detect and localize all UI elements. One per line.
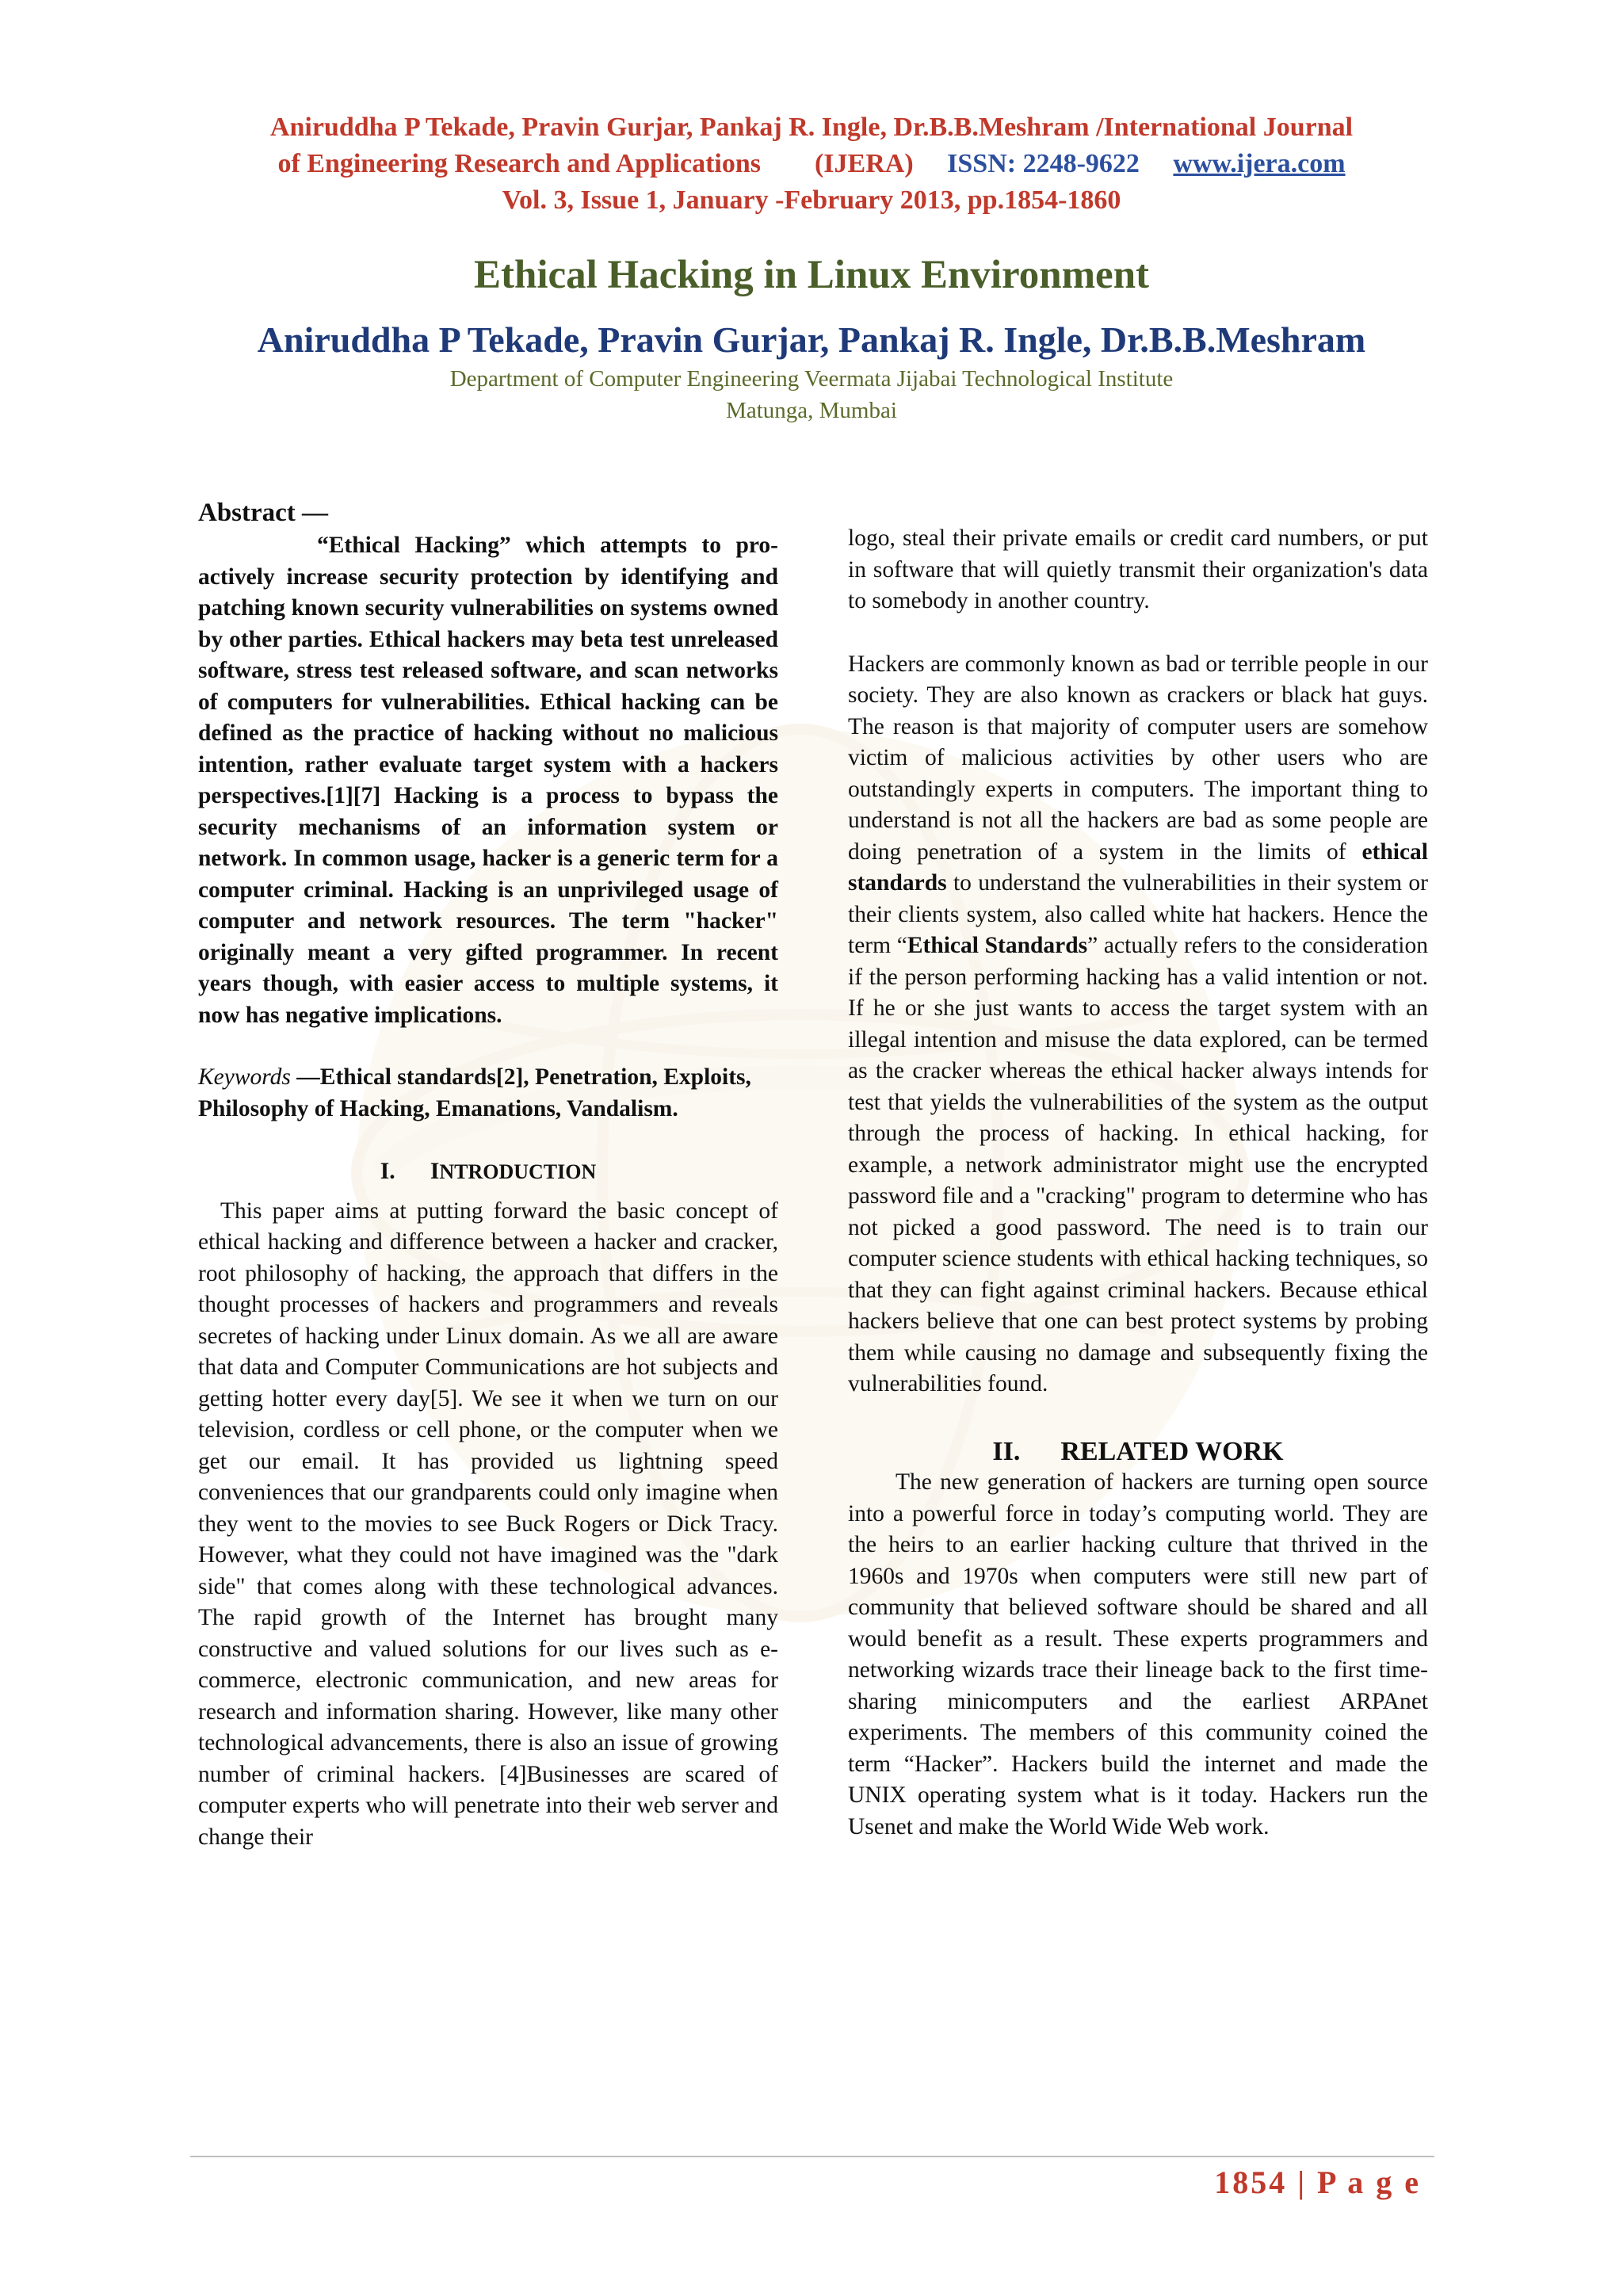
affiliation-line-2: Matunga, Mumbai (726, 398, 897, 423)
page-number: 1854 | P a g e (1214, 2164, 1421, 2200)
ethical-standards-bold: ethical standards (848, 839, 1428, 896)
header-journal-name: of Engineering Research and Applications (277, 149, 761, 178)
abstract-heading: Abstract — (198, 499, 329, 527)
header-url-link[interactable]: www.ijera.com (1173, 149, 1346, 178)
abstract-body: “Ethical Hacking” which attempts to pro-actively increase security protection by identifying and patching known security vulnerabilities on systems owned by other parties. Ethical hackers may beta test unreleased software, stress test released software, and scan networks of computers for vulnerabilities. Ethical hacking can be defined as the practice of hacking without no malicious intention, rather evaluate target system with a hackers perspectives.[1][7] Hacking is a process to bypass the security mechanisms of an information system or network. In common usage, hacker is a generic term for a computer criminal. Hacking is an unprivileged usage of computer and network resources. The term "hacker" originally meant a very gifted programmer. In recent years though, with easier access to multiple systems, it now has negative implications. (198, 533, 778, 1028)
header-journal-abbr: (IJERA) (814, 149, 914, 178)
left-column (198, 495, 778, 1853)
section-2-heading (848, 1436, 1428, 1468)
paragraph-2-part-c: ” actually refers to the consideration if the person performing hacking has a valid intention or not. If he or she just wants to access the target system with an illegal intention and misuse the data explored, can be termed as the cracker whereas the ethical hacker always intends for test that yields the vulnerabilities of the system as the output through the process of hacking. In ethical hacking, for example, a network administrator might use the encrypted password file and a "cracking" program to determine who has not picked a good password. The need is to train our computer science students with ethical hacking techniques, so that they can fight against criminal hackers. Because ethical hackers believe that one can best protect systems by probing them while causing no damage and subsequently fixing the vulnerabilities found. (848, 933, 1429, 1396)
right-paragraph-2 (848, 649, 1428, 1400)
section-2-title: RELATED WORK (1060, 1436, 1284, 1466)
paragraph-2-part-a: Hackers are commonly known as bad or terrible people in our society. They are also known as crackers or black hat guys. The reason is that majority of computer users are somehow victim of malicious activities by other users who are outstandingly experts in computers. The important thing to understand is not all the hackers are bad as some people are doing penetration of a system in the limits of (848, 651, 1428, 865)
right-paragraph-1: logo, steal their private emails or credit card numbers, or put in software that will quietly transmit their organization's data to somebody in another country. (848, 525, 1428, 613)
keywords-label: Keywords (198, 1064, 291, 1090)
section-2-number: II. (992, 1436, 1021, 1466)
paper-authors: Aniruddha P Tekade, Pravin Gurjar, Pankaj R. Ingle, Dr.B.B.Meshram (257, 319, 1366, 360)
section-1-number: I. (380, 1159, 395, 1184)
section-1-title-initial: I (430, 1159, 440, 1184)
ethical-standards-term-bold: Ethical Standards (907, 933, 1088, 958)
header-line-1: Aniruddha P Tekade, Pravin Gurjar, Pankaj R. Ingle, Dr.B.B.Meshram /International Journal (269, 113, 1354, 142)
journal-header (0, 109, 1623, 219)
section-1-body: This paper aims at putting forward the basic concept of ethical hacking and difference between a hacker and cracker, root philosophy of hacking, the approach that differs in the thought processes of hackers and programmers and reveals secretes of hacking under Linux domain. As we all are aware that data and Computer Communications are hot subjects and getting hotter every day[5]. We see it when we turn on our television, cordless or cell phone, or the computer when we get our email. It has provided us lightning speed conveniences that our grandparents could only imagine when they went to the movies to see Buck Rogers or Dick Tracy. However, what they could not have imagined was the "dark side" that comes along with these technological advances. The rapid growth of the Internet has brought many constructive and valued solutions for our lives such as e-commerce, electronic communication, and new areas for research and information sharing. However, like many other technological advancements, there is also an issue of growing number of criminal hackers. [4]Businesses are scared of computer experts who will penetrate into their web server and change their (198, 1198, 778, 1850)
affiliation-line-1: Department of Computer Engineering Veermata Jijabai Technological Institute (449, 366, 1174, 392)
header-line-3: Vol. 3, Issue 1, January -February 2013, pp.1854-1860 (502, 185, 1121, 215)
keywords-text: —Ethical standards[2], Penetration, Exploits, Philosophy of Hacking, Emanations, Vandalism. (198, 1064, 751, 1121)
keywords (198, 1062, 778, 1125)
paper-title: Ethical Hacking in Linux Environment (473, 253, 1150, 297)
paragraph-2-part-b: to understand the vulnerabilities in their system or their clients system, also called white hat hackers. Hence the term “ (848, 870, 1428, 958)
section-1-heading (198, 1156, 778, 1188)
section-1-title-rest: NTRODUCTION (439, 1160, 597, 1183)
header-issn: ISSN: 2248-9622 (947, 149, 1140, 178)
header-line-2 (0, 146, 1623, 182)
section-2-body: The new generation of hackers are turning open source into a powerful force in today’s computing world. They are the heirs to an earlier hacking culture that thrived in the 1960s and 1970s when computers were still new part of community that believed software should be shared and all would benefit as a result. These experts programmers and networking wizards trace their lineage back to the first time-sharing minicomputers and the earliest ARPAnet experiments. The members of this community coined the term “Hacker”. Hackers build the internet and made the UNIX operating system what is it today. Hackers run the Usenet and make the World Wide Web work. (848, 1469, 1428, 1839)
footer-divider (190, 2156, 1434, 2157)
affiliation (0, 363, 1623, 426)
right-column (848, 523, 1428, 1843)
